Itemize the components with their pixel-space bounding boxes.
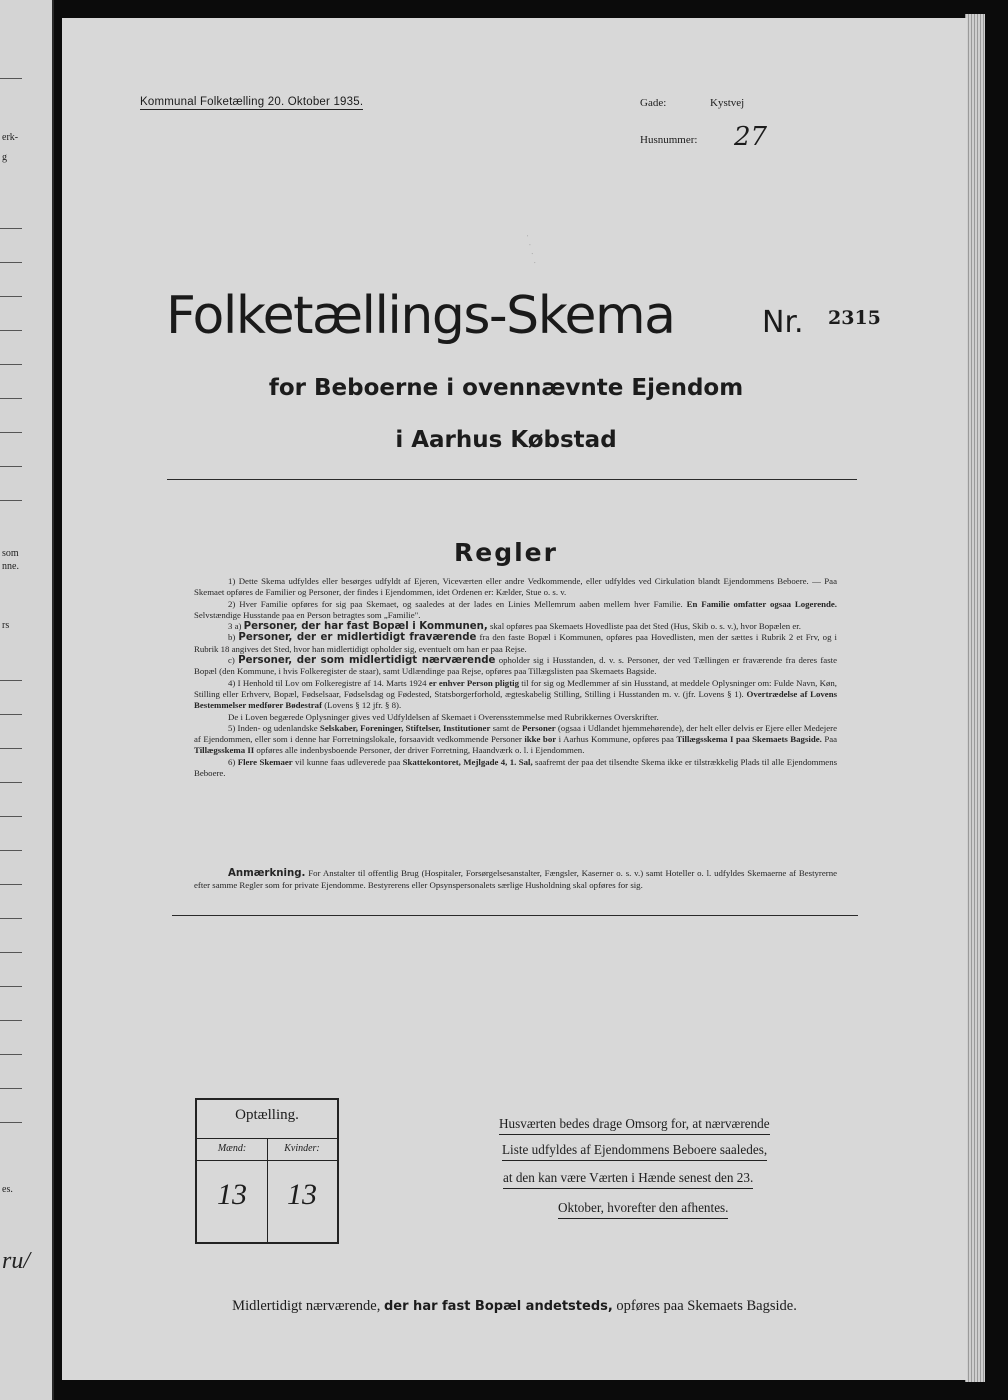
divider	[172, 915, 858, 916]
left-rule	[0, 1020, 22, 1021]
rules-text	[194, 576, 837, 779]
women-header: Kvinder:	[284, 1143, 320, 1154]
form-title: Folketællings-Skema	[166, 286, 675, 346]
left-rule	[0, 228, 22, 229]
rules-heading: Regler	[454, 538, 558, 567]
house-number-value: 27	[734, 122, 768, 152]
left-rule	[0, 850, 22, 851]
census-form-page	[62, 18, 967, 1380]
left-rule	[0, 782, 22, 783]
remark-label: Anmærkning.	[228, 868, 306, 879]
left-rule	[0, 432, 22, 433]
notice-line: Husværten bedes drage Omsorg for, at nærværende	[499, 1116, 770, 1135]
left-rule	[0, 364, 22, 365]
notice-line: Liste udfyldes af Ejendommens Beboere saaledes,	[502, 1142, 767, 1161]
left-rule	[0, 78, 22, 79]
rule-5: 5) Inden- og udenlandske Selskaber, Foreninger, Stiftelser, Institutioner samt de Personer (ogsaa i Udlandet hjemmehørende), der helt eller delvis er Ejere eller Medejere af Ejendommen, eller som i denne har Forretningslokale, forsaavidt vedkommende Personer ikke bor i Aarhus Kommune, opføres paa Tillægsskema I paa Skemaets Bagside. Paa Tillægsskema II opføres alle indenbysboende Personer, der driver Forretning, Haandværk o. l. i Ejendommen.	[194, 722, 838, 756]
left-rule	[0, 680, 22, 681]
rule-1: 1) Dette Skema udfyldes eller besørges udfyldt af Ejeren, Viceværten eller andre Vedkommende, eller udfyldes ved Cirkulation blandt Ejendommens Beboere. — Paa Skemaet opføres de Familier og Personer, der findes i Ejendommen, idet Ordenen er: Kælder, Stue o. s. v.	[194, 576, 837, 598]
divider	[167, 479, 857, 480]
left-text: erk-	[2, 132, 19, 143]
count-box-title: Optælling.	[235, 1107, 299, 1123]
count-box	[195, 1098, 339, 1244]
left-text: som	[2, 548, 19, 559]
left-rule	[0, 296, 22, 297]
left-rule	[0, 1054, 22, 1055]
rule-4-note: De i Loven begærede Oplysninger gives ved Udfyldelsen af Skemaet i Overensstemmelse med Rubrikkernes Overskrifter.	[228, 711, 659, 722]
form-subtitle: for Beboerne i ovennævnte Ejendom	[268, 375, 744, 401]
left-text: rs	[2, 620, 10, 631]
notice-line: Oktober, hvorefter den afhentes.	[558, 1200, 728, 1219]
census-header: Kommunal Folketælling 20. Oktober 1935.	[140, 96, 364, 108]
left-text: es.	[2, 1184, 13, 1195]
men-count: 13	[217, 1178, 247, 1211]
left-rule	[0, 884, 22, 885]
left-page-fragment	[0, 0, 54, 1400]
rule-6: 6) Flere Skemaer vil kunne faas udleverede paa Skattekontoret, Mejlgade 4, 1. Sal, saafremt der paa det tilsendte Skema ikke er tilstrækkelig Plads til alle Ejendommens Beboere.	[194, 756, 838, 779]
left-text: nne.	[2, 561, 19, 572]
women-count: 13	[287, 1178, 317, 1211]
left-rule	[0, 918, 22, 919]
form-number-label: Nr.	[762, 305, 804, 340]
left-rule	[0, 262, 22, 263]
rule-4: 4) I Henhold til Lov om Folkeregistre af 14. Marts 1924 er enhver Person pligtig til for sig og Medlemmer af sin Husstand, at meddele Oplysninger om: Fulde Navn, Køn, Stilling eller Erhverv, Bopæl, Fødselsaar, Fødselsdag og Fødested, Statsborgerforhold, ægteskabelig Stilling, Stilling i Husstanden m. v. (jfr. Lovens § 1). Overtrædelse af Lovens Bestemmelser medfører Bødestraf (Lovens § 12 jfr. § 8).	[194, 677, 838, 711]
page-stack-edge	[965, 14, 985, 1382]
remark-text: For Anstalter til offentlig Brug (Hospitaler, Forsørgelsesanstalter, Fængsler, Kaserner o. s. v.) samt Hoteller o. l. udfyldes Skemaerne af Bestyrerne efter samme Regler som for private Ejendomme. Bestyrerens eller Opsynspersonalets særlige Husholdning skal opføres for sig.	[194, 868, 837, 890]
notice-line: at den kan være Værten i Hænde senest den 23.	[503, 1170, 753, 1189]
bleed-through-text: · · · ·	[522, 233, 541, 268]
left-rule	[0, 748, 22, 749]
rule-2: 2) Hver Familie opføres for sig paa Skemaet, og saaledes at der lades en Linies Mellemrum aaben mellem hver Familie. En Familie omfatter ogsaa Logerende. Selvstændige Husstande paa en Person betragtes som „Familie".	[194, 598, 837, 620]
left-rule	[0, 398, 22, 399]
left-rule	[0, 466, 22, 467]
left-rule	[0, 816, 22, 817]
rule-3c: c) Personer, der som midlertidigt nærværende opholder sig i Husstanden, d. v. s. Personer, der ved Tællingen er fraværende fra deres faste Bopæl (den Kommune, i hvis Folkeregister de staar), samt Udlændinge paa Rejse, opføres paa Tillægslisten paa Skemaets Bagside.	[194, 655, 837, 677]
rule-3b: b) Personer, der er midlertidigt fraværende fra den faste Bopæl i Kommunen, opføres paa Hovedlisten, men der sættes i Rubrik 2 et Frv, og i Rubrik 18 angives det Sted, hvor han midlertidigt opholder sig, eventuelt om han er paa Rejse.	[194, 632, 837, 654]
form-number-value: 2315	[828, 307, 881, 329]
street-value: Kystvej	[710, 97, 745, 109]
rule-3a: 3 a) Personer, der har fast Bopæl i Kommunen, skal opføres paa Skemaets Hovedliste paa det Sted (Hus, Skib o. s. v.), hvor Bopælen er.	[228, 621, 801, 633]
left-text: g	[2, 152, 7, 163]
house-number-label: Husnummer:	[640, 134, 698, 146]
left-rule	[0, 986, 22, 987]
remark	[194, 868, 837, 891]
left-rule	[0, 714, 22, 715]
men-header: Mænd:	[217, 1143, 247, 1154]
form-subtitle-city: i Aarhus Købstad	[395, 427, 617, 453]
left-rule	[0, 500, 22, 501]
street-label: Gade:	[640, 97, 667, 109]
footer-note: Midlertidigt nærværende, der har fast Bopæl andetsteds, opføres paa Skemaets Bagside.	[232, 1298, 797, 1314]
left-rule	[0, 1122, 22, 1123]
left-rule	[0, 1088, 22, 1089]
handwritten-mark: ru/	[2, 1248, 31, 1274]
left-rule	[0, 330, 22, 331]
left-rule	[0, 952, 22, 953]
